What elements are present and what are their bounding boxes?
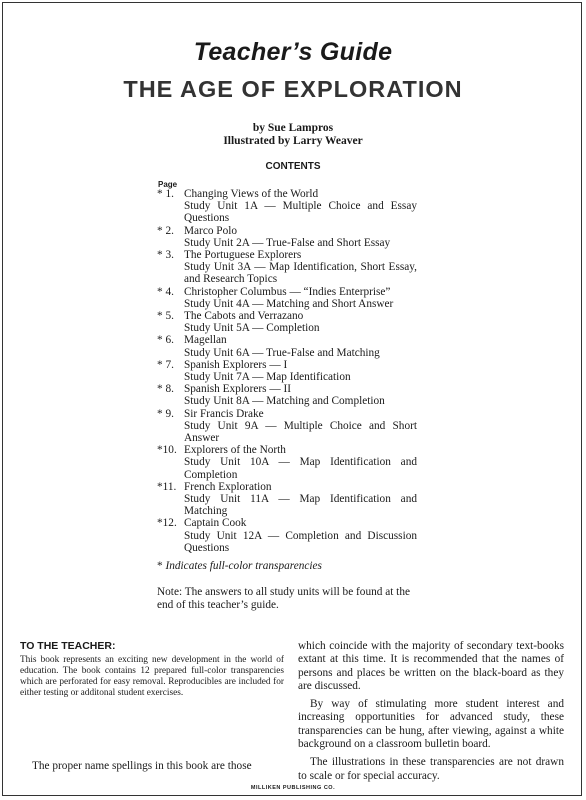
toc-entry [157, 286, 417, 310]
spelling-paragraph: The proper name spellings in this book are those [32, 760, 252, 772]
toc-entry [157, 444, 417, 481]
toc-entry [157, 310, 417, 334]
toc-entry-study-unit: Study Unit 6A — True-False and Matching [184, 346, 380, 359]
toc-entry-title: Marco Polo [184, 224, 238, 237]
illustrator: Illustrated by Larry Weaver [223, 135, 363, 147]
byline [0, 122, 586, 148]
legend-star: * [157, 560, 163, 572]
toc-entry-number: * 5. [157, 310, 174, 323]
toc-entry [157, 383, 417, 407]
toc-entry-study-unit: Study Unit 9A — Multiple Choice and Short Answer [184, 419, 417, 445]
right-paragraph-2: By way of stimulating more student interest and increasing opportunities for advanced study, these transparencies can be hung, after viewing, against a white background on a classroom bulletin board. [298, 698, 564, 751]
toc-entry-number: * 2. [157, 224, 174, 237]
toc-entry-title: Spanish Explorers — II [184, 383, 291, 396]
toc-entry-title: Changing Views of the World [184, 188, 319, 200]
toc-entry-number: *11. [157, 480, 177, 493]
right-paragraph-3: The illustrations in these transparencies are not drawn to scale or for special accuracy. [298, 756, 564, 782]
toc-entry [157, 225, 417, 249]
toc-entry-study-unit: Study Unit 12A — Completion and Discussion Questions [184, 529, 417, 554]
toc-entry-study-unit: Study Unit 2A — True-False and Short Essay [184, 236, 391, 249]
toc-entry-title: Explorers of the North [184, 444, 286, 457]
guide-title: Teacher’s Guide [193, 38, 393, 66]
toc-entry [157, 481, 417, 518]
toc-entry-number: * 7. [157, 358, 174, 371]
toc-entry-title: Spanish Explorers — I [184, 358, 288, 371]
toc-entry-number: *12. [157, 517, 177, 530]
toc-entry [157, 249, 417, 286]
toc-entry-title: Sir Francis Drake [184, 407, 264, 420]
toc-entry-study-unit: Study Unit 10A — Map Identification and Completion [184, 456, 417, 481]
toc-entry-study-unit: Study Unit 5A — Completion [184, 322, 320, 335]
toc-entry-number: * 3. [157, 249, 174, 262]
toc-entry-study-unit: Study Unit 7A — Map Identification [184, 371, 351, 384]
right-paragraph-1: which coincide with the majority of secondary text-books extant at this time. It is recommended that the names of persons and places be written on the black-board as they are discussed. [298, 640, 564, 692]
author: by Sue Lampros [252, 122, 334, 134]
toc-entry-title: Captain Cook [184, 517, 247, 530]
toc-entry-study-unit: Study Unit 3A — Map Identification, Short Essay, and Research Topics [184, 261, 417, 286]
contents-heading: CONTENTS [265, 161, 321, 172]
toc-entry-study-unit: Study Unit 8A — Matching and Completion [184, 395, 385, 408]
table-of-contents [157, 188, 417, 554]
toc-entry-title: Christopher Columbus — “Indies Enterprise” [184, 285, 391, 298]
toc-entry-title: The Cabots and Verrazano [184, 310, 304, 323]
toc-entry-number: * 1. [157, 188, 174, 200]
toc-entry-title: The Portuguese Explorers [184, 249, 302, 262]
toc-entry-study-unit: Study Unit 1A — Multiple Choice and Essay Questions [184, 200, 417, 225]
teacher-heading: TO THE TEACHER: [20, 640, 116, 652]
toc-entry-number: * 4. [157, 285, 174, 298]
page-label: Page [158, 180, 178, 189]
toc-entry [157, 517, 417, 554]
teacher-body: This book represents an exciting new development in the world of education. The book contains 12 prepared full-color transparencies which are perforated for easy removal. Reproducibles are included for either testing or additonal student exercises. [20, 655, 284, 698]
toc-entry-number: * 8. [157, 383, 174, 396]
toc-entry-study-unit: Study Unit 4A — Matching and Short Answer [184, 297, 394, 310]
legend [157, 560, 322, 572]
right-column [298, 640, 564, 783]
toc-entry-number: * 6. [157, 334, 174, 347]
answers-note: Note: The answers to all study units will be found at the end of this teacher’s guide. [157, 586, 410, 611]
toc-entry-number: * 9. [157, 407, 174, 420]
toc-entry [157, 408, 417, 445]
legend-text: Indicates full-color transparencies [165, 560, 322, 572]
toc-entry [157, 188, 417, 225]
toc-entry [157, 334, 417, 358]
toc-entry [157, 359, 417, 383]
toc-entry-study-unit: Study Unit 11A — Map Identification and Matching [184, 493, 417, 518]
toc-entry-number: *10. [157, 444, 177, 457]
main-title: THE AGE OF EXPLORATION [123, 76, 463, 102]
toc-entry-title: French Exploration [184, 480, 272, 493]
publisher-footer: MILLIKEN PUBLISHING CO. [250, 785, 336, 791]
toc-entry-title: Magellan [184, 334, 227, 347]
